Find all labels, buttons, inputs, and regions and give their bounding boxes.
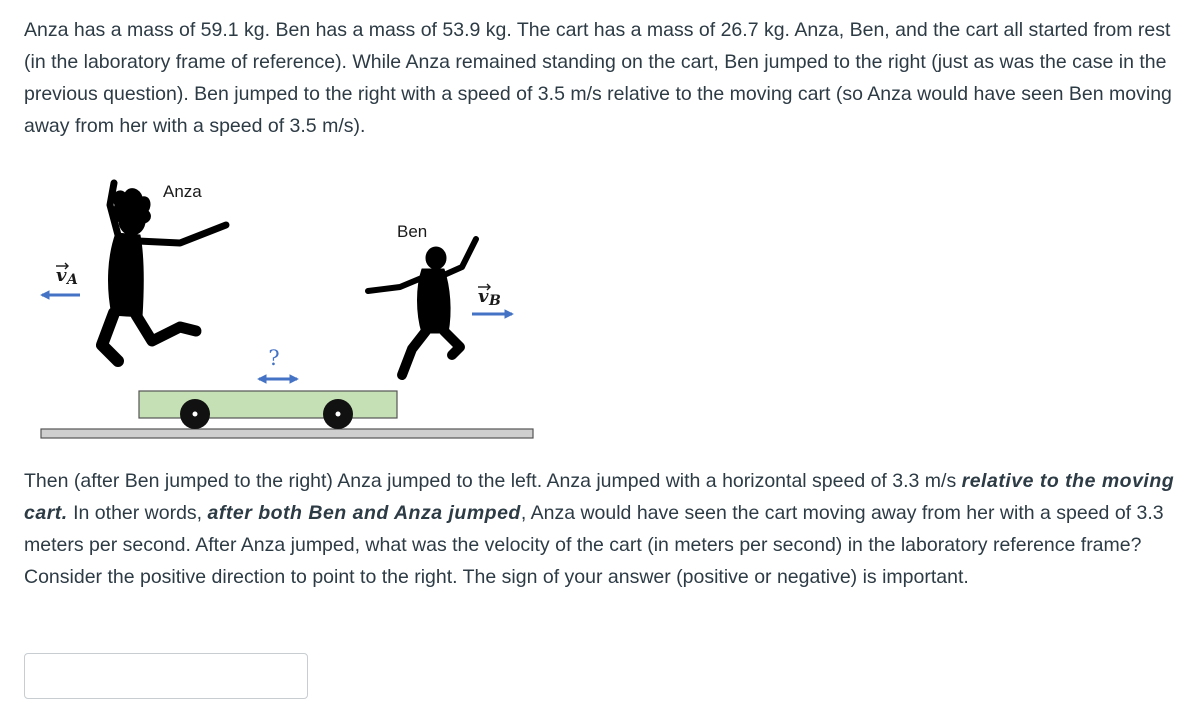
vector-b-symbol: v: [478, 286, 489, 307]
question-paragraph-1: Anza has a mass of 59.1 kg. Ben has a mass of 53.9 kg. The cart has a mass of 26.7 kg. Anza, Ben, and the cart all started from rest (in the laboratory frame of reference). While Anza remained standing on the cart, Ben jumped to the right (just as was the case in the previous question). Ben jumped to the right with a speed of 3.5 m/s relative to the moving cart (so Anza would have seen Ben moving away from her with a speed of 3.5 m/s).: [24, 19, 1172, 137]
vector-a-symbol: v: [56, 265, 67, 286]
paragraph-2-emphasis-1: relative to the moving cart.: [24, 470, 1175, 524]
ben-label: Ben: [397, 222, 428, 241]
question-paragraph-2: [24, 465, 1184, 593]
paragraph-2-text-3: , Anza would have seen the cart moving away from her with a speed of 3.3 meters per second. After Anza jumped, what was the velocity of the cart (in meters per second) in the laboratory reference frame? Consider the positive direction to point to the right. The sign of your answer (positive or negative) is important.: [24, 502, 1164, 588]
paragraph-2-emphasis-2: after both Ben and Anza jumped: [207, 502, 521, 524]
vector-a: [42, 263, 80, 295]
ben-silhouette: [368, 239, 476, 375]
vector-b: [472, 284, 512, 314]
cart-velocity-label: ?: [268, 346, 280, 370]
paragraph-2-text-2: In other words,: [67, 502, 208, 524]
vector-b-subscript: B: [489, 293, 501, 309]
cart-wheel-left: [180, 399, 210, 429]
cart: [139, 391, 397, 418]
anza-silhouette: [102, 183, 226, 361]
physics-figure: [30, 165, 540, 445]
cart-wheel-right: [323, 399, 353, 429]
answer-input[interactable]: [24, 653, 308, 699]
anza-label: Anza: [163, 182, 202, 201]
vector-a-subscript: A: [67, 272, 78, 288]
track: [41, 429, 533, 438]
paragraph-2-text-1: Then (after Ben jumped to the right) Anza jumped to the left. Anza jumped with a horizontal speed of 3.3 m/s: [24, 470, 962, 492]
